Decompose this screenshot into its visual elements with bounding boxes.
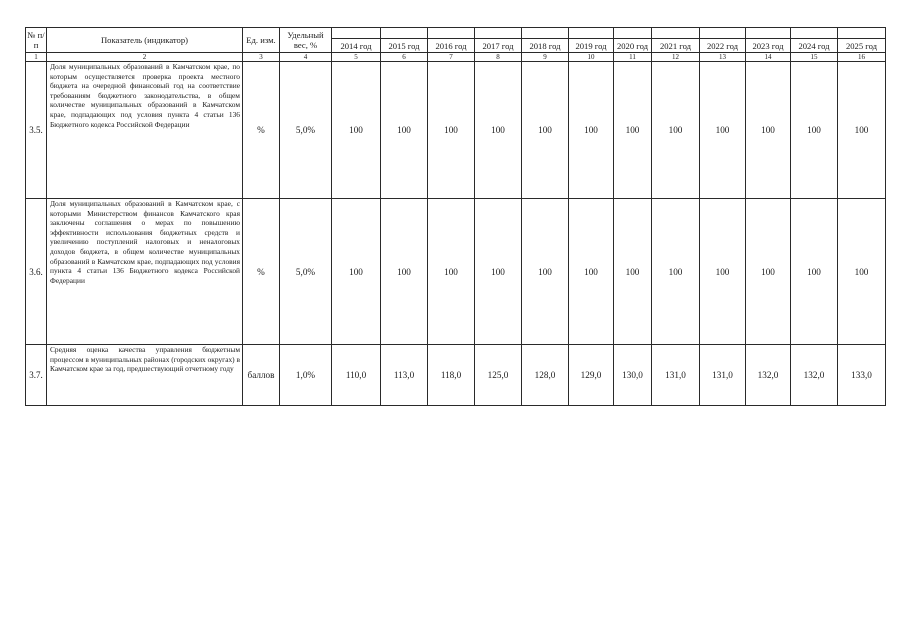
column-number-row xyxy=(26,53,886,62)
value-cell: 128,0 xyxy=(522,345,569,406)
header-row-1 xyxy=(26,28,886,39)
header-year: 2024 год xyxy=(791,39,838,53)
value-cell: 100 xyxy=(475,62,522,199)
indicators-table xyxy=(25,27,886,406)
value-cell: 110,0 xyxy=(332,345,381,406)
header-blank xyxy=(614,28,652,39)
header-blank xyxy=(522,28,569,39)
value-cell: 133,0 xyxy=(838,345,886,406)
column-number: 7 xyxy=(428,53,475,62)
header-year: 2021 год xyxy=(652,39,700,53)
column-number: 8 xyxy=(475,53,522,62)
value-cell: 125,0 xyxy=(475,345,522,406)
header-num: № п/п xyxy=(26,28,47,53)
value-cell: 100 xyxy=(428,199,475,345)
value-cell: 100 xyxy=(522,199,569,345)
column-number: 6 xyxy=(381,53,428,62)
value-cell: 100 xyxy=(569,199,614,345)
header-blank xyxy=(791,28,838,39)
value-cell: 100 xyxy=(614,199,652,345)
header-blank xyxy=(652,28,700,39)
header-blank xyxy=(700,28,746,39)
table-row xyxy=(26,62,886,199)
header-year: 2023 год xyxy=(746,39,791,53)
column-number: 5 xyxy=(332,53,381,62)
value-cell: 100 xyxy=(838,62,886,199)
weight-cell: 1,0% xyxy=(280,345,332,406)
value-cell: 100 xyxy=(381,199,428,345)
weight-cell: 5,0% xyxy=(280,62,332,199)
value-cell: 100 xyxy=(791,199,838,345)
indicator-text: Доля муниципальных образований в Камчатском крае, с которыми Министерством финансов Камчатского края заключены соглашения о мерах по повышению эффективности использования бюджетных средств и увеличению поступлений налоговых и неналоговых доходов бюджета, в общем количестве муниципальных образований в Камчатском крае, подпадающих под условия пункта 4 статьи 136 Бюджетного кодекса Российской Федерации xyxy=(47,199,243,345)
header-blank xyxy=(381,28,428,39)
value-cell: 100 xyxy=(791,62,838,199)
value-cell: 100 xyxy=(700,199,746,345)
column-number: 11 xyxy=(614,53,652,62)
column-number: 3 xyxy=(243,53,280,62)
value-cell: 100 xyxy=(475,199,522,345)
value-cell: 130,0 xyxy=(614,345,652,406)
value-cell: 132,0 xyxy=(746,345,791,406)
header-year: 2017 год xyxy=(475,39,522,53)
header-blank xyxy=(428,28,475,39)
unit-cell: % xyxy=(243,62,280,199)
value-cell: 131,0 xyxy=(652,345,700,406)
value-cell: 100 xyxy=(652,199,700,345)
unit-cell: баллов xyxy=(243,345,280,406)
row-number: 3.6. xyxy=(26,199,47,345)
column-number: 12 xyxy=(652,53,700,62)
header-year: 2016 год xyxy=(428,39,475,53)
column-number: 4 xyxy=(280,53,332,62)
unit-cell: % xyxy=(243,199,280,345)
header-unit: Ед. изм. xyxy=(243,28,280,53)
column-number: 9 xyxy=(522,53,569,62)
weight-cell: 5,0% xyxy=(280,199,332,345)
header-year: 2018 год xyxy=(522,39,569,53)
header-year: 2014 год xyxy=(332,39,381,53)
header-indicator: Показатель (индикатор) xyxy=(47,28,243,53)
value-cell: 100 xyxy=(652,62,700,199)
row-number: 3.5. xyxy=(26,62,47,199)
header-year: 2022 год xyxy=(700,39,746,53)
column-number: 10 xyxy=(569,53,614,62)
column-number: 2 xyxy=(47,53,243,62)
value-cell: 118,0 xyxy=(428,345,475,406)
value-cell: 100 xyxy=(381,62,428,199)
header-year: 2020 год xyxy=(614,39,652,53)
column-number: 1 xyxy=(26,53,47,62)
value-cell: 100 xyxy=(332,199,381,345)
header-blank xyxy=(569,28,614,39)
indicator-text: Доля муниципальных образований в Камчатском крае, по которым осуществляется проверка проекта местного бюджета на очередной финансовый год на соответствие требованиям бюджетного законодательства, в общем количестве муниципальных образований в Камчатском крае, подпадающих под условия пункта 4 статьи 136 Бюджетного кодекса Российской Федерации xyxy=(47,62,243,199)
value-cell: 100 xyxy=(838,199,886,345)
column-number: 15 xyxy=(791,53,838,62)
value-cell: 132,0 xyxy=(791,345,838,406)
column-number: 13 xyxy=(700,53,746,62)
value-cell: 100 xyxy=(700,62,746,199)
value-cell: 100 xyxy=(428,62,475,199)
header-weight: Удельный вес, % xyxy=(280,28,332,53)
column-number: 16 xyxy=(838,53,886,62)
value-cell: 113,0 xyxy=(381,345,428,406)
header-blank xyxy=(332,28,381,39)
table-row xyxy=(26,199,886,345)
table-row xyxy=(26,345,886,406)
value-cell: 129,0 xyxy=(569,345,614,406)
value-cell: 100 xyxy=(746,62,791,199)
value-cell: 100 xyxy=(569,62,614,199)
value-cell: 100 xyxy=(746,199,791,345)
header-blank xyxy=(475,28,522,39)
header-blank xyxy=(746,28,791,39)
value-cell: 100 xyxy=(332,62,381,199)
value-cell: 100 xyxy=(614,62,652,199)
header-year: 2019 год xyxy=(569,39,614,53)
value-cell: 100 xyxy=(522,62,569,199)
value-cell: 131,0 xyxy=(700,345,746,406)
column-number: 14 xyxy=(746,53,791,62)
indicator-text: Средняя оценка качества управления бюджетным процессом в муниципальных районах (городских округах) в Камчатском крае за год, предшествующий отчетному году xyxy=(47,345,243,406)
header-year: 2025 год xyxy=(838,39,886,53)
header-year: 2015 год xyxy=(381,39,428,53)
row-number: 3.7. xyxy=(26,345,47,406)
header-blank xyxy=(838,28,886,39)
